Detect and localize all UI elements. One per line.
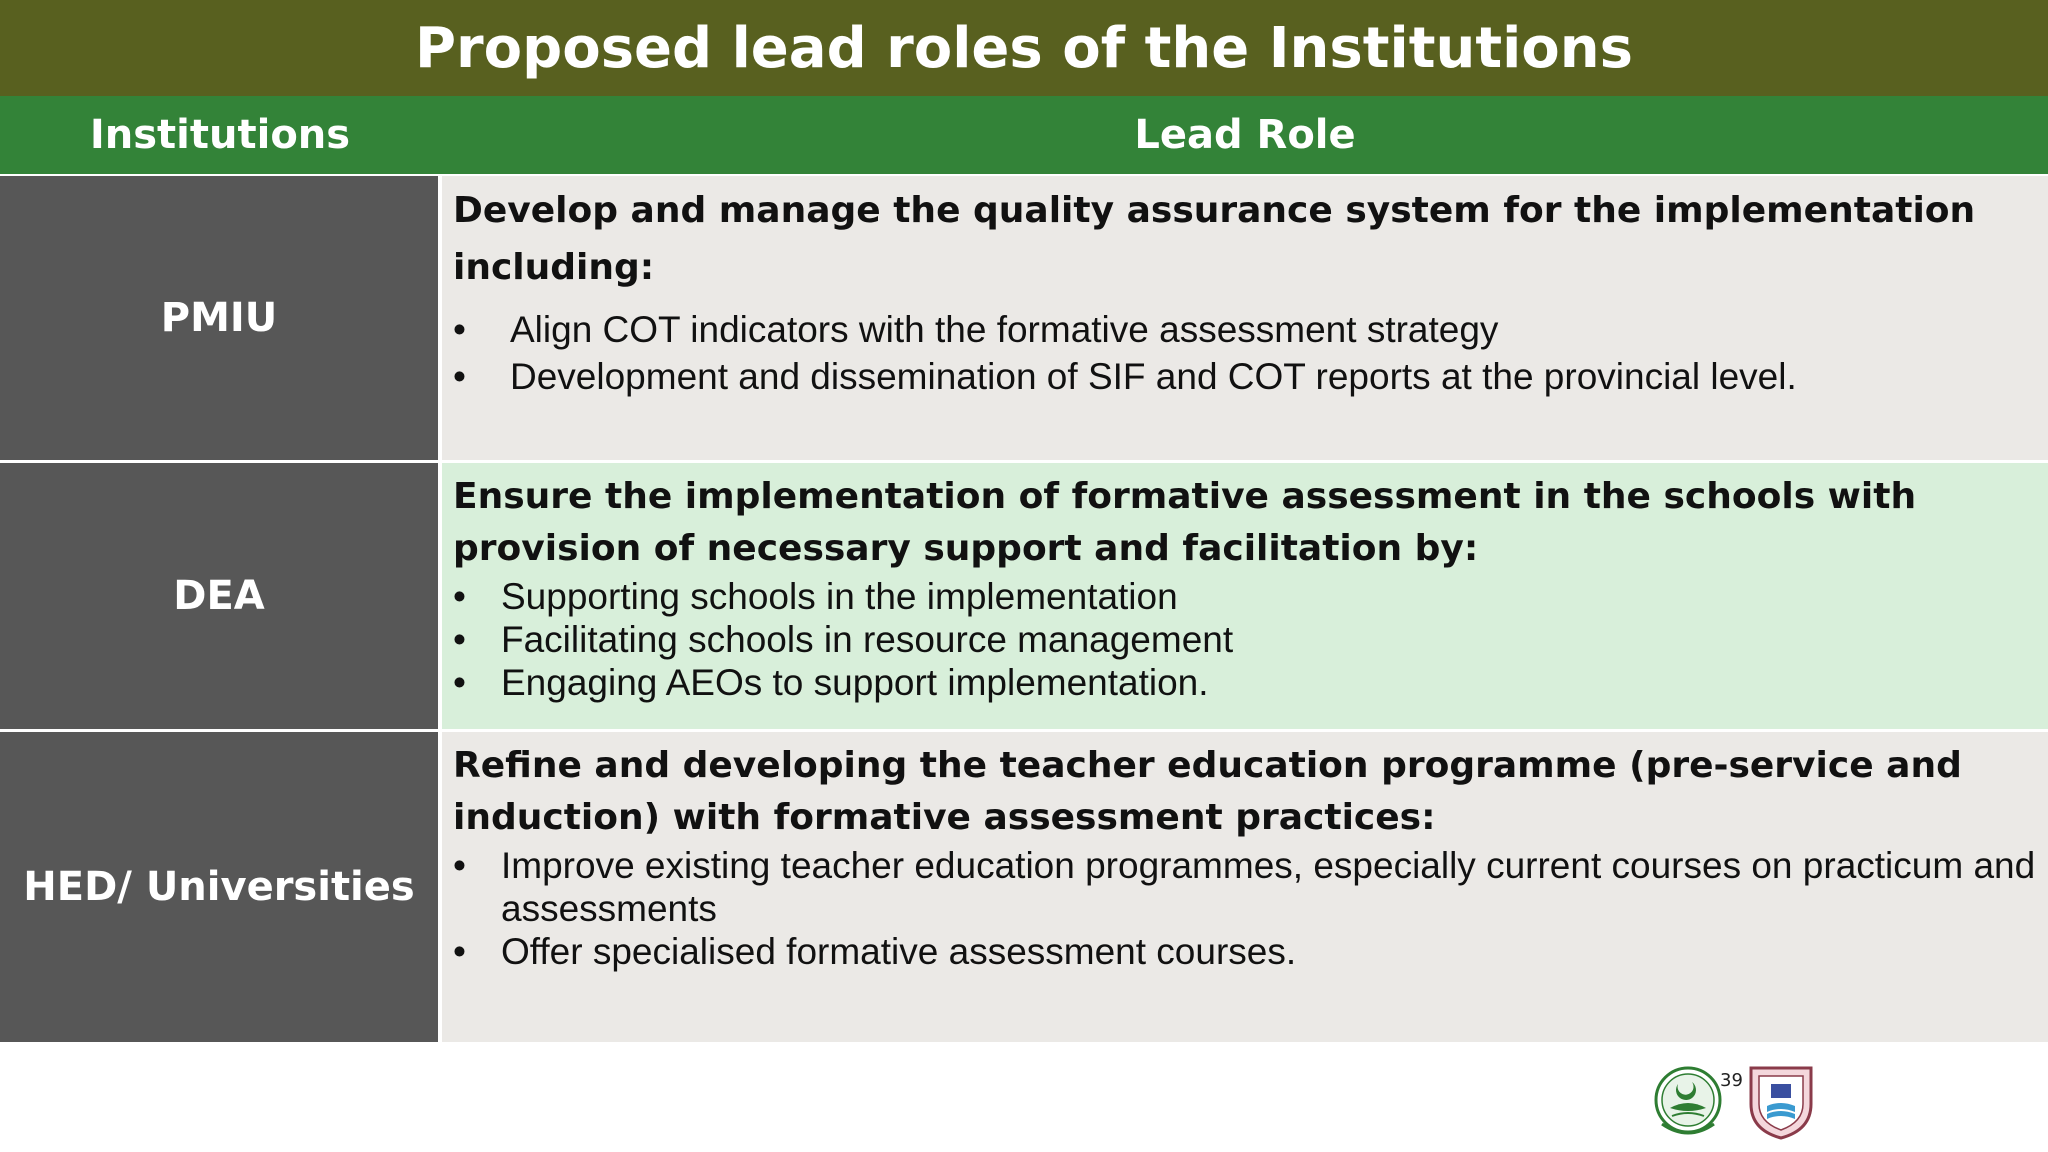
lead-role-cell [442, 176, 2048, 460]
bullet-item: • Offer specialised formative assessment courses. [453, 930, 2036, 973]
table-row-dea [0, 463, 2048, 729]
bullet-item: • Development and dissemination of SIF and COT reports at the provincial level. [453, 353, 2036, 400]
bullet-item: • Facilitating schools in resource management [453, 618, 2036, 661]
table-row-hed-universities [0, 732, 2048, 1042]
lead-role-text: Ensure the implementation of formative assessment in the schools with provision of necessary support and facilitation by: [453, 476, 1917, 569]
institution-cell: HED/ Universities [0, 732, 440, 1042]
institution-cell: DEA [0, 463, 440, 729]
table-header-row [0, 96, 2048, 174]
lead-role-cell [442, 732, 2048, 1042]
bullet-list [453, 306, 2036, 400]
lead-role-cell [442, 463, 2048, 729]
page-number: 39 [1720, 1070, 1743, 1091]
header-lead-role: Lead Role [1134, 112, 1356, 158]
lead-role-text: Refine and developing the teacher education programme (pre-service and induction) with formative assessment practices: [453, 745, 1962, 838]
bullet-list [453, 844, 2036, 973]
university-crest-icon [1745, 1060, 1817, 1140]
bullet-item: • Engaging AEOs to support implementation. [453, 661, 2036, 704]
title-bar [0, 0, 2048, 96]
bullet-item: • Align COT indicators with the formative assessment strategy [453, 306, 2036, 353]
institution-cell: PMIU [0, 176, 440, 460]
table-row-pmiu [0, 176, 2048, 460]
slide-title: Proposed lead roles of the Institutions [415, 15, 1633, 81]
header-institutions: Institutions [89, 112, 351, 158]
punjab-government-emblem-icon [1648, 1064, 1728, 1140]
bullet-item: • Supporting schools in the implementation [453, 575, 2036, 618]
bullet-list [453, 575, 2036, 704]
lead-role-text: Develop and manage the quality assurance system for the implementation including: [453, 190, 1976, 288]
bullet-item: • Improve existing teacher education programmes, especially current courses on practicum and assessments [453, 844, 2036, 930]
